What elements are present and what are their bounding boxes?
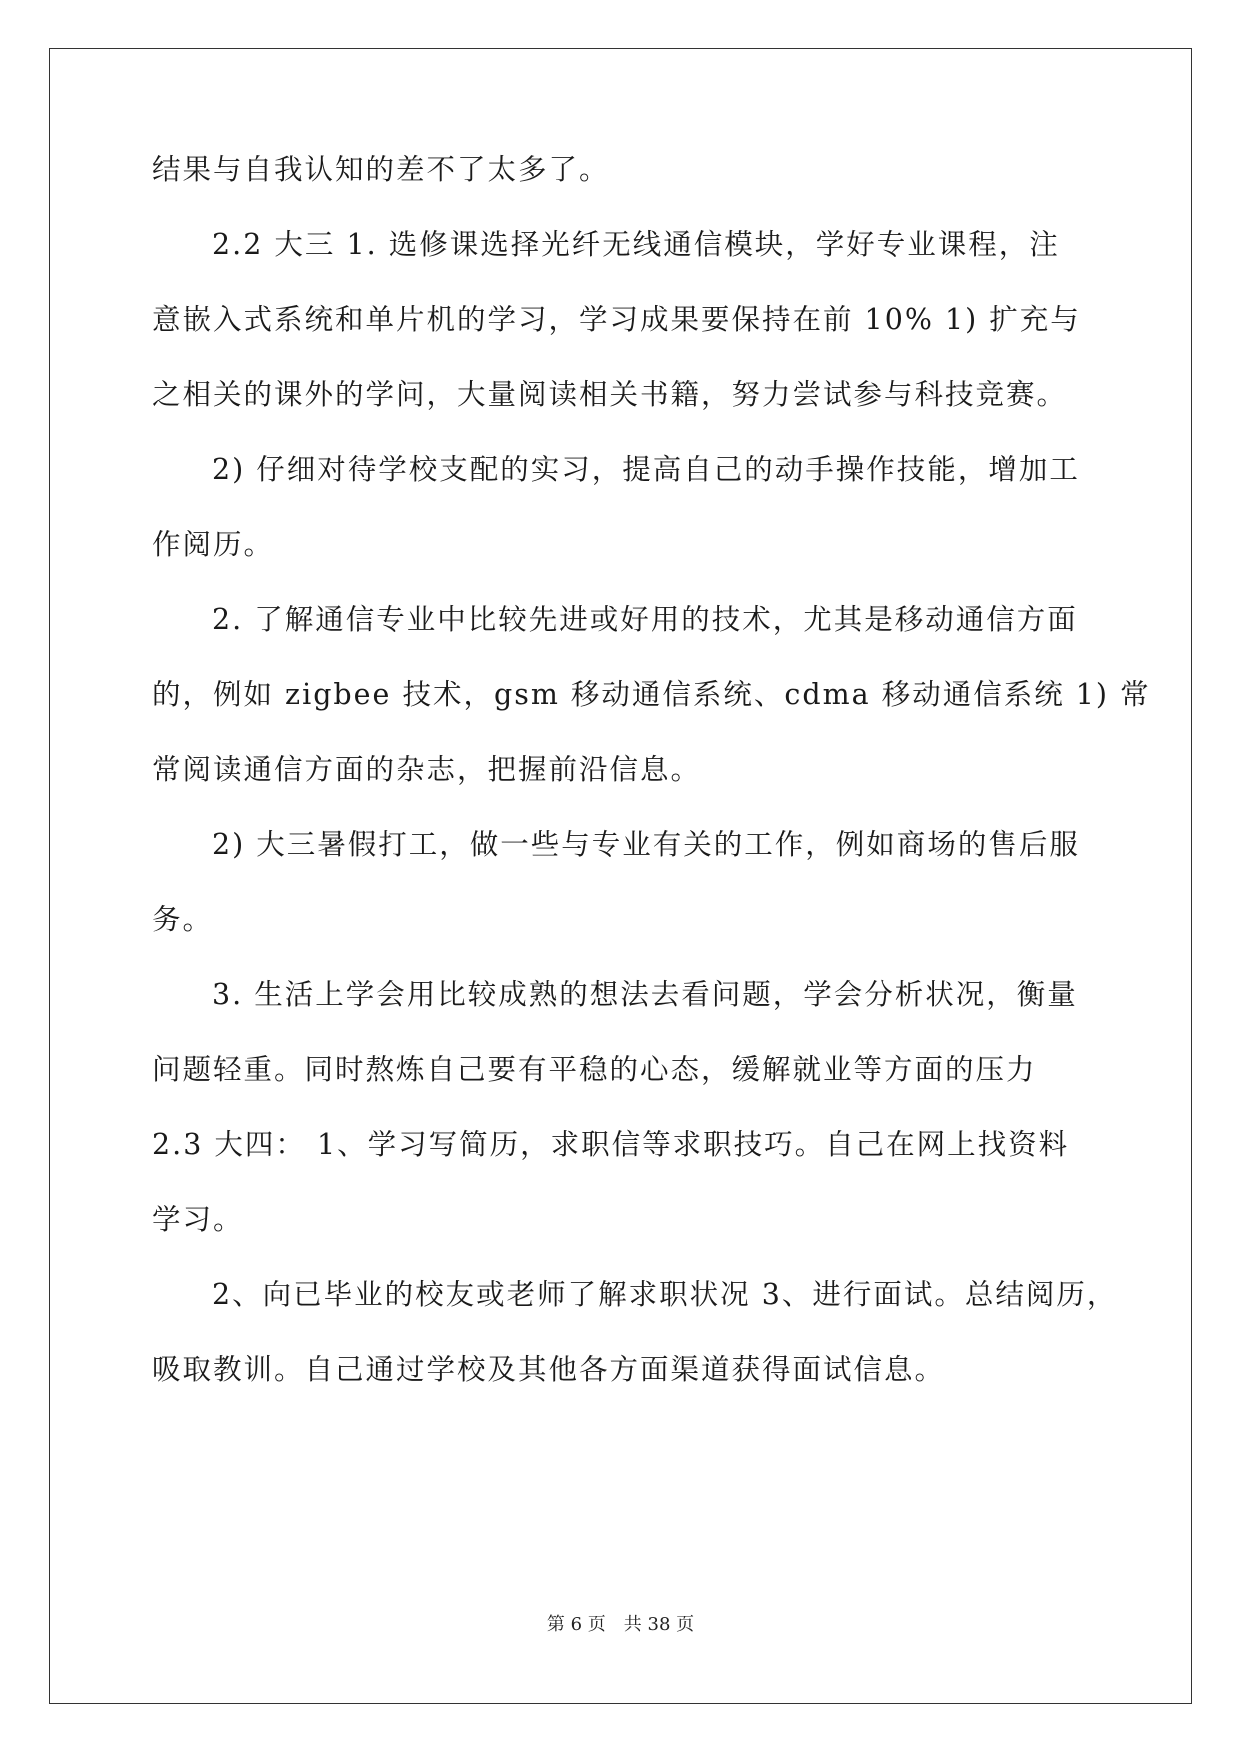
- text-line: 的，例如 zigbee 技术，gsm 移动通信系统、cdma 移动通信系统 1) 常: [152, 678, 1151, 711]
- text-line: 2.2 大三 1. 选修课选择光纤无线通信模块，学好专业课程，注: [212, 228, 1060, 261]
- text-line: 2.3 大四： 1、学习写简历，求职信等求职技巧。自己在网上找资料: [152, 1128, 1070, 1161]
- text-line: 问题轻重。同时熬炼自己要有平稳的心态，缓解就业等方面的压力: [152, 1053, 1037, 1086]
- page-total: 共 38 页: [623, 1614, 695, 1635]
- page-number: 第 6 页: [546, 1614, 606, 1635]
- text-line: 3. 生活上学会用比较成熟的想法去看问题，学会分析状况，衡量: [212, 978, 1078, 1011]
- text-line: 结果与自我认知的差不了太多了。: [152, 153, 610, 186]
- text-line: 常阅读通信方面的杂志，把握前沿信息。: [152, 753, 702, 786]
- text-line: 意嵌入式系统和单片机的学习，学习成果要保持在前 10% 1) 扩充与: [152, 303, 1081, 336]
- text-line: 务。: [152, 903, 214, 936]
- text-line: 2) 大三暑假打工，做一些与专业有关的工作，例如商场的售后服: [212, 828, 1080, 861]
- text-line: 2. 了解通信专业中比较先进或好用的技术，尤其是移动通信方面: [212, 603, 1078, 636]
- text-line: 学习。: [152, 1203, 244, 1236]
- text-line: 2) 仔细对待学校支配的实习，提高自己的动手操作技能，增加工: [212, 453, 1080, 486]
- text-line: 吸取教训。自己通过学校及其他各方面渠道获得面试信息。: [152, 1353, 946, 1386]
- text-line: 作阅历。: [152, 528, 275, 561]
- page-border: [49, 48, 1192, 1704]
- text-line: 2、向已毕业的校友或老师了解求职状况 3、进行面试。总结阅历，: [212, 1278, 1118, 1311]
- text-line: 之相关的课外的学问，大量阅读相关书籍，努力尝试参与科技竞赛。: [152, 378, 1068, 411]
- page-footer: [0, 1610, 1241, 1636]
